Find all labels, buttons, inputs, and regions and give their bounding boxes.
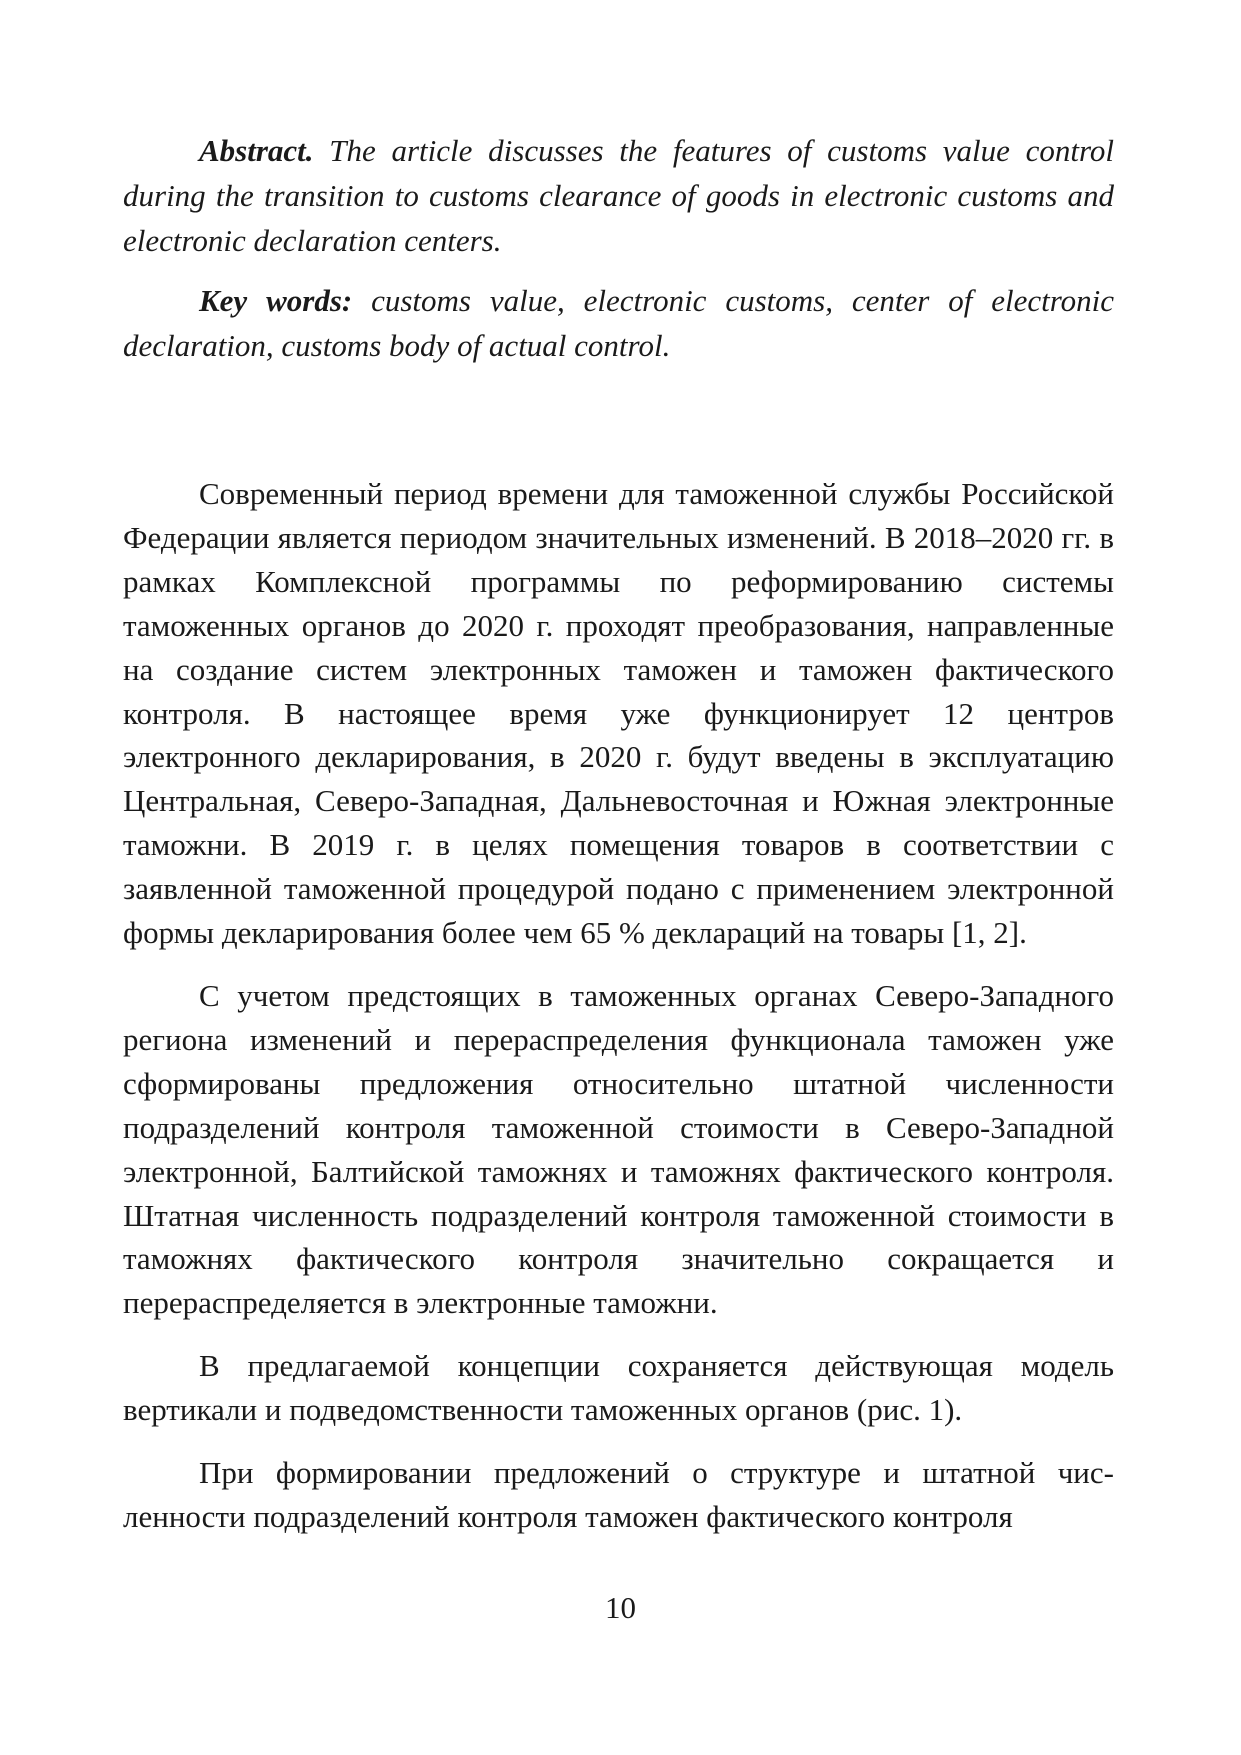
body-paragraph-2: С учетом предстоящих в таможенных органах Северо-Западного региона изменений и перераспределения функционала таможен уже сформированы предложения относительно штатной численности подразделений контроля таможенной стоимости в Северо-Западной электронной, Балтийской таможнях и таможнях фактического контроля. Штатная численность подразделений контроля таможенной стоимости в таможнях фактического контроля значительно сокращается и перераспределяется в электронные таможни. <box>123 977 1114 1321</box>
abstract-paragraph <box>123 128 1114 263</box>
page-content <box>123 128 1114 1539</box>
keywords-text: customs value, electronic customs, center of electronic declaration, customs body of actual control. <box>123 283 1114 363</box>
body-paragraph-3: В предлагаемой концепции сохраняется действующая модель вертикали и подведомственности таможенных органов (рис. 1). <box>123 1348 1114 1428</box>
abstract-text: The article discusses the features of customs value control during the transition to customs clearance of goods in electronic customs and electronic declaration centers. <box>123 133 1114 258</box>
page-number: 10 <box>605 1590 636 1625</box>
body-paragraph-1: Современный период времени для таможенной службы Российской Федерации является периодом значительных изменений. В 2018–2020 гг. в рамках Комплексной программы по реформированию системы таможенных органов до 2020 г. проходят преобразования, направленные на создание систем электронных таможен и таможен фактического контроля. В настоящее время уже функционирует 12 центров электронного декларирования, в 2020 г. будут введены в эксплуатацию Центральная, Северо-Западная, Дальневосточная и Южная электронные таможни. В 2019 г. в целях помещения товаров в соответствии с заявленной таможенной процедурой подано с применением электронной формы декларирования более чем 65 % деклараций на товары [1, 2]. <box>123 476 1114 951</box>
abstract-section <box>123 128 1114 368</box>
keywords-paragraph <box>123 278 1114 368</box>
body-text <box>123 472 1114 1539</box>
keywords-label: Key words: <box>199 283 353 318</box>
body-paragraph-4: При формировании предложений о структуре и штатной численности подразделений контроля таможен фактического контроля <box>123 1455 1114 1534</box>
abstract-label: Abstract. <box>199 133 314 168</box>
